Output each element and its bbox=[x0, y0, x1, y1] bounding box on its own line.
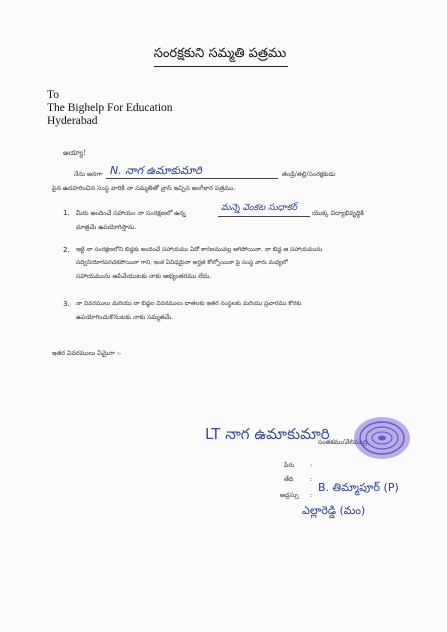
address-label: అడ్రస్సు bbox=[280, 492, 299, 499]
recipient-organization: The Bighelp For Education bbox=[47, 102, 173, 114]
handwritten-signature: LT నాగ ఉమాకుమారి bbox=[205, 425, 330, 443]
recipient-city: Hyderabad bbox=[47, 115, 98, 127]
handwritten-address-line-1: B. తిమ్మాపూర్ (P) bbox=[318, 481, 399, 494]
child-name-underline bbox=[218, 216, 310, 217]
letter-title: సంరక్షకుని సమ్మతి పత్రము bbox=[153, 46, 287, 61]
other-details-label: ఇతర వివరములు ఏమైనా :- bbox=[52, 350, 122, 357]
thumbprint-stamp bbox=[352, 414, 412, 462]
name-label: పేరు bbox=[284, 462, 295, 469]
intro-relation: తండ్రి/తల్లి/సంరక్షకుడు bbox=[282, 171, 336, 178]
item-3-line-1: నా వివరములు మరియు నా బిడ్డల వివరములు దాతలకు ఇతర సంస్థలకు మరియు ప్రచారము కొరకు bbox=[76, 301, 302, 307]
name-colon: : bbox=[310, 462, 313, 469]
item-1-number: 1. bbox=[63, 209, 70, 217]
item-1-line-2: మాత్రమే ఉపయోగిస్తాను. bbox=[76, 224, 137, 231]
address-colon: : bbox=[310, 492, 313, 499]
item-2-number: 2. bbox=[63, 246, 70, 254]
date-colon: : bbox=[310, 476, 313, 483]
item-1-text-end: యొక్క విద్యాభివృద్ధికి bbox=[312, 210, 364, 217]
signature-label: సంతకము/వేలిముద్ర bbox=[318, 439, 368, 446]
intro-line-2: పైన ఉదహరించిన సంస్థ వారికి నా సమ్మతితో వ్రాసి ఇచ్చిన అంగీకార పత్రము. bbox=[52, 185, 236, 192]
title-underline bbox=[154, 66, 288, 67]
item-2-line-1: ఇట్టి నా సంరక్షణలోని బిడ్డకు అందించే సహాయము ఏదో కారణమువల్ల ఆగిపోయినా, నా బిడ్డ ఆ సహాయమును bbox=[76, 247, 323, 253]
item-3-number: 3. bbox=[63, 300, 70, 308]
item-3-line-2: ఉపయోగించుకొనుటకు నాకు సమ్మతమే. bbox=[76, 314, 174, 321]
salutation: అయ్యా! bbox=[63, 149, 86, 157]
item-1-text: మీరు అందించే సహాయం నా సంరక్షణలో ఉన్న bbox=[76, 210, 186, 217]
intro-prefix: నేను అనగా bbox=[74, 171, 103, 178]
handwritten-child-name: మన్నె వెంకట సుధాకర్ bbox=[221, 203, 298, 213]
handwritten-address-line-2: ఎల్లారెడ్డి (మం) bbox=[302, 504, 366, 517]
item-2-line-3: సహాయమును ఆపివేయుటకు నాకు అభ్యంతరము లేదు. bbox=[76, 273, 212, 280]
name-underline bbox=[106, 178, 278, 179]
to-label: To bbox=[47, 89, 59, 101]
item-2-line-2: సద్వినియోగపరచకపోయినా గాని, ఇంక ఏవిధమైనా అర్హత కోల్పోయినా పై సంస్థ వారు మధ్యలో bbox=[76, 260, 288, 266]
date-label: తేది bbox=[284, 476, 294, 483]
handwritten-guardian-name: N. నాగ ఉమాకుమారి bbox=[110, 164, 202, 177]
